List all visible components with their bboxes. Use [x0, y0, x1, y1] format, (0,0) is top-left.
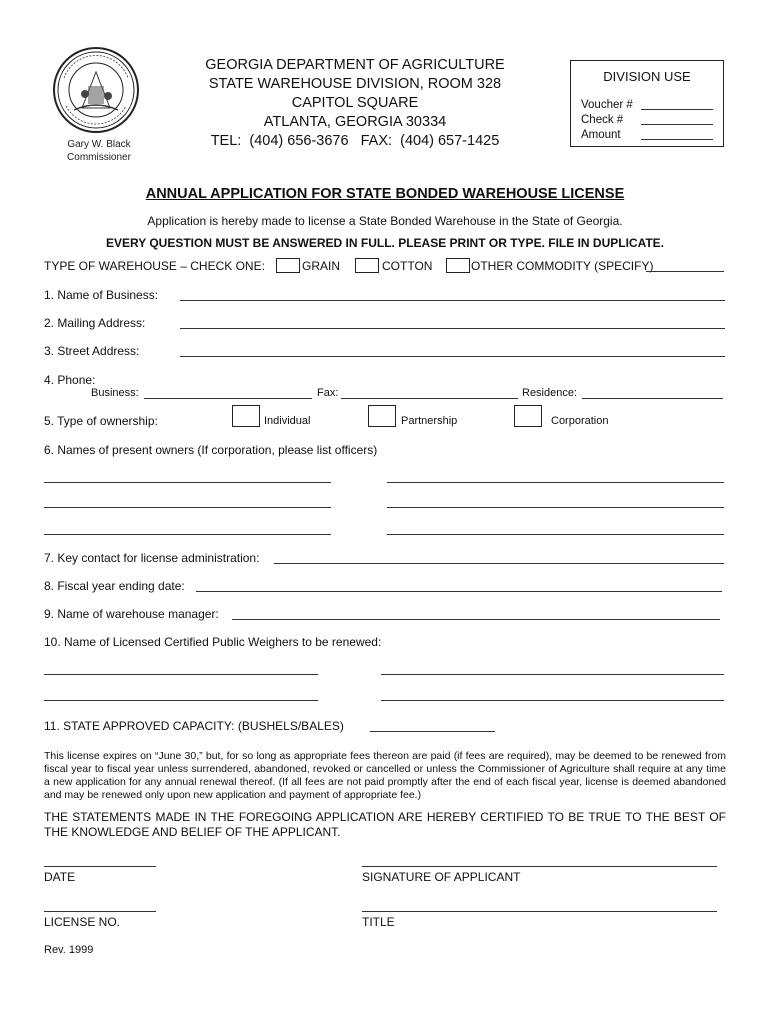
- form-title: ANNUAL APPLICATION FOR STATE BONDED WAREHOUSE LICENSE: [145, 186, 625, 202]
- state-seal-logo: [52, 46, 140, 134]
- city-address: ATLANTA, GEORGIA 30334: [263, 114, 447, 130]
- street-address-field[interactable]: [180, 356, 725, 357]
- other-commodity-label: OTHER COMMODITY (SPECIFY): [471, 259, 654, 273]
- owner-field-2[interactable]: [387, 482, 724, 483]
- owner-field-3[interactable]: [44, 507, 331, 508]
- other-commodity-field[interactable]: [646, 271, 724, 272]
- key-contact-label: 7. Key contact for license administration:: [44, 551, 260, 565]
- date-field[interactable]: [44, 866, 156, 867]
- title-label: TITLE: [362, 915, 395, 929]
- owner-field-6[interactable]: [387, 534, 724, 535]
- warehouse-manager-label: 9. Name of warehouse manager:: [44, 607, 219, 621]
- grain-checkbox[interactable]: [276, 258, 300, 273]
- division-name: STATE WAREHOUSE DIVISION, ROOM 328: [208, 76, 502, 92]
- license-number-field[interactable]: [44, 911, 156, 912]
- date-label: DATE: [44, 870, 76, 884]
- fax-label: Fax:: [317, 387, 339, 399]
- business-phone-field[interactable]: [144, 398, 312, 399]
- fiscal-year-field[interactable]: [196, 591, 722, 592]
- voucher-field[interactable]: [641, 99, 713, 110]
- license-expiry-text: This license expires on “June 30,” but, for so long as appropriate fees thereon are paid (if fees are required), may be deemed to be renewed from fiscal year to fiscal year unless surrendered, abandoned, revoked or cancelled or unless the Commissioner of Agriculture shall require at any time a new application for any annual renewal thereof. (If all fees are not paid promptly after the end of each fiscal year, license is deemed abandoned and may be renewed only upon new application and payment of appropriate fee.): [44, 750, 726, 801]
- certification-statement: THE STATEMENTS MADE IN THE FOREGOING APPLICATION ARE HEREBY CERTIFIED TO BE TRUE TO THE BEST OF THE KNOWLEDGE AND BELIEF OF THE APPLICANT.: [44, 810, 726, 839]
- individual-checkbox[interactable]: [232, 405, 260, 427]
- weigher-field-1[interactable]: [44, 674, 318, 675]
- agency-header: [150, 56, 560, 151]
- commissioner-block: [44, 138, 154, 164]
- commissioner-name: Gary W. Black: [67, 139, 131, 150]
- check-label: Check #: [581, 114, 624, 126]
- owner-field-1[interactable]: [44, 482, 331, 483]
- agency-name: GEORGIA DEPARTMENT OF AGRICULTURE: [205, 57, 505, 73]
- title-field[interactable]: [362, 911, 717, 912]
- form-instructions: EVERY QUESTION MUST BE ANSWERED IN FULL. PLEASE PRINT OR TYPE. FILE IN DUPLICATE.: [105, 236, 665, 250]
- key-contact-field[interactable]: [274, 563, 724, 564]
- residence-phone-field[interactable]: [582, 398, 723, 399]
- license-number-label: LICENSE NO.: [44, 915, 121, 929]
- revision-note: Rev. 1999: [44, 944, 94, 956]
- corporation-label: Corporation: [551, 415, 609, 427]
- fax-field[interactable]: [341, 398, 518, 399]
- weigher-field-3[interactable]: [44, 700, 318, 701]
- building-name: CAPITOL SQUARE: [291, 95, 419, 111]
- phone-label: 4. Phone:: [44, 373, 96, 387]
- contact-phones: TEL: (404) 656-3676 FAX: (404) 657-1425: [210, 133, 500, 149]
- grain-label: GRAIN: [302, 259, 341, 273]
- capacity-field[interactable]: [370, 731, 495, 732]
- form-intro: Application is hereby made to license a State Bonded Warehouse in the State of Georgia.: [147, 214, 623, 228]
- corporation-checkbox[interactable]: [514, 405, 542, 427]
- owner-field-5[interactable]: [44, 534, 331, 535]
- other-commodity-checkbox[interactable]: [446, 258, 470, 273]
- voucher-label: Voucher #: [581, 99, 633, 111]
- street-address-label: 3. Street Address:: [44, 344, 140, 358]
- amount-field[interactable]: [641, 129, 713, 140]
- business-name-label: 1. Name of Business:: [44, 288, 159, 302]
- owners-label: 6. Names of present owners (If corporation, please list officers): [44, 443, 378, 457]
- mailing-address-field[interactable]: [180, 328, 725, 329]
- owner-field-4[interactable]: [387, 507, 724, 508]
- business-phone-label: Business:: [91, 387, 139, 399]
- division-use-title: DIVISION USE: [603, 69, 691, 84]
- signature-label: SIGNATURE OF APPLICANT: [362, 870, 521, 884]
- commissioner-title: Commissioner: [67, 152, 131, 163]
- warehouse-manager-field[interactable]: [232, 619, 720, 620]
- division-use-box: [570, 60, 724, 147]
- check-field[interactable]: [641, 114, 713, 125]
- weigher-field-2[interactable]: [381, 674, 724, 675]
- weighers-label: 10. Name of Licensed Certified Public Weighers to be renewed:: [44, 635, 382, 649]
- individual-label: Individual: [264, 415, 311, 427]
- residence-phone-label: Residence:: [522, 387, 578, 399]
- business-name-field[interactable]: [180, 300, 725, 301]
- fiscal-year-label: 8. Fiscal year ending date:: [44, 579, 185, 593]
- weigher-field-4[interactable]: [381, 700, 724, 701]
- cotton-checkbox[interactable]: [355, 258, 379, 273]
- mailing-address-label: 2. Mailing Address:: [44, 316, 146, 330]
- signature-field[interactable]: [362, 866, 717, 867]
- amount-label: Amount: [581, 129, 621, 141]
- capacity-label: 11. STATE APPROVED CAPACITY: (BUSHELS/BALES): [44, 719, 344, 733]
- ownership-label: 5. Type of ownership:: [44, 414, 158, 428]
- warehouse-type-label: TYPE OF WAREHOUSE – CHECK ONE:: [44, 259, 265, 273]
- partnership-label: Partnership: [401, 415, 458, 427]
- cotton-label: COTTON: [382, 259, 433, 273]
- partnership-checkbox[interactable]: [368, 405, 396, 427]
